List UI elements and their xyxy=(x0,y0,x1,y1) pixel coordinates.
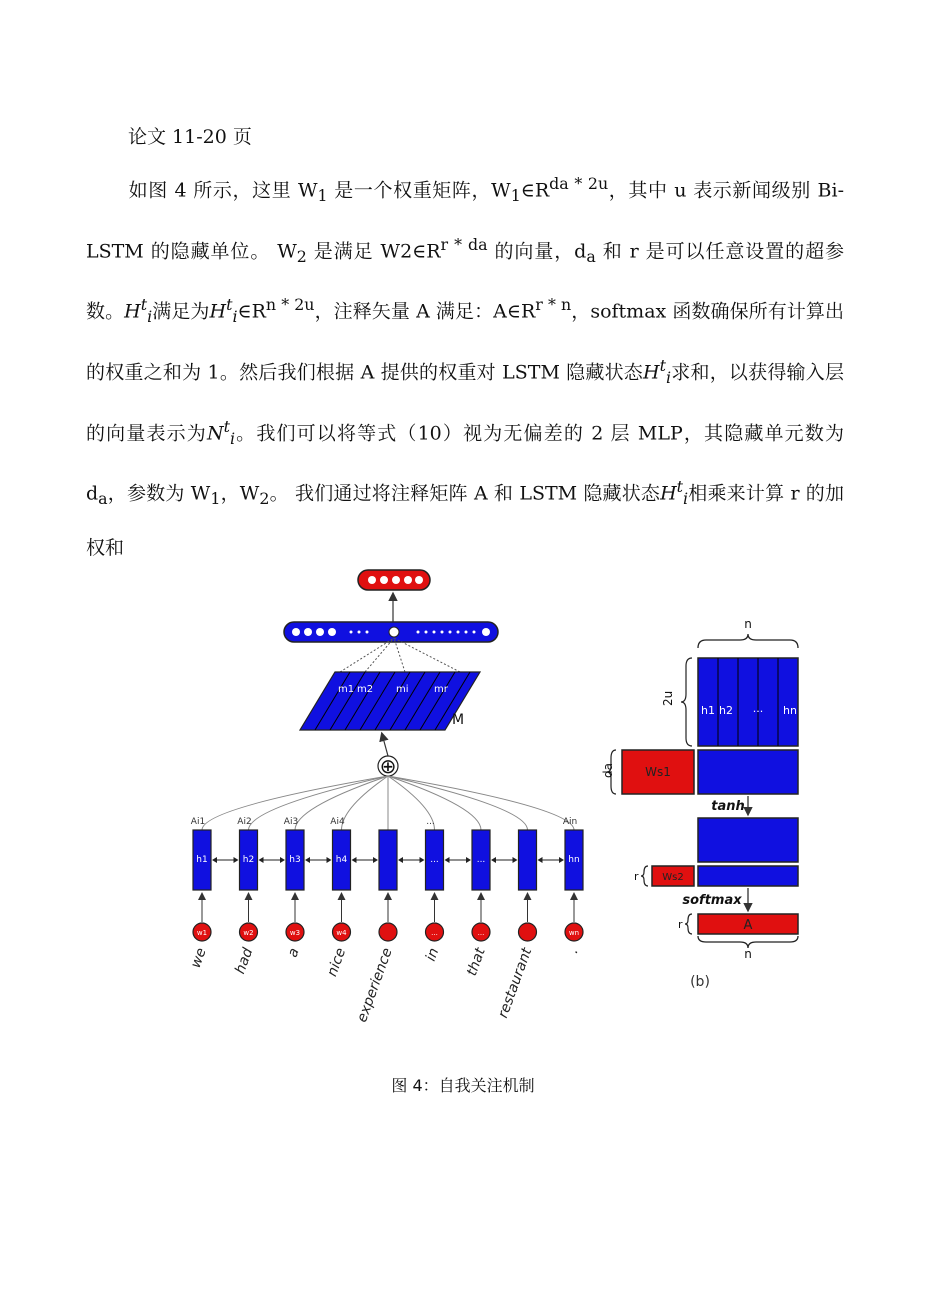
matrix-name: M xyxy=(452,712,465,728)
input-word: experience xyxy=(354,945,396,1025)
input-word: a xyxy=(284,945,303,960)
input-node xyxy=(519,923,537,941)
attention-weight-label: Ain xyxy=(562,817,578,827)
attention-weight-label: Ai4 xyxy=(330,817,345,827)
page-heading: 论文 11-20 页 xyxy=(128,126,252,148)
panel-b-dots: ... xyxy=(752,702,764,715)
panel-b-da: da xyxy=(601,763,615,778)
panel-b-ws2: Ws2 xyxy=(662,872,684,883)
input-word: had xyxy=(232,945,257,977)
panel-b-r2: r xyxy=(678,918,683,931)
matrix-label: mr xyxy=(434,684,448,695)
panel-b-2u: 2u xyxy=(661,690,675,706)
panel-b xyxy=(601,617,798,990)
attention-edge xyxy=(249,776,389,830)
input-node-label: w4 xyxy=(336,929,347,937)
input-node-label: wn xyxy=(568,929,580,937)
attention-weight-label: Ai3 xyxy=(283,817,299,827)
math-H: H xyxy=(124,300,141,323)
input-node-label: w1 xyxy=(196,929,208,937)
panel-b-label: (b) xyxy=(690,974,710,990)
output-vector xyxy=(358,570,430,590)
lstm-cell-label: h4 xyxy=(335,855,348,865)
matrix-label: m2 xyxy=(357,684,374,695)
panel-b-n-bottom: n xyxy=(744,947,752,961)
matrix-m xyxy=(300,672,480,730)
panel-b-A: A xyxy=(743,918,753,933)
panel-b-hn: hn xyxy=(783,704,797,717)
math-H: H xyxy=(643,361,660,384)
body-paragraph: 如图 4 所示，这里 $W_1$ 是一个权重矩阵，$W_1\in R^{da * 2u}$，其中 u 表示新闻级别 Bi-LSTM 的隐藏单位。 $W_2$ 是满足 $W2\in R^{r * da}$ 的向量，$d_a$ 和 r 是可以任意设置的超参数。$H^t_i$满足为$H^t_i\in R^{n * 2u}$，注释矢量 A 满足：$A\in R^{r * n}$，softmax 函数确保所有计算出的权重之和为 1。然后我们根据 A 提供的权重对 LSTM 隐藏状态$H^t_i$求和，以获得输入层的向量表示为$N^t_i$。我们可以将等式（10）视为无偏差的 2 层 MLP，其隐藏单元数为 $d_a$，参数为 $W_1$，$W_2$。 我们通过将注释矩阵 A 和 LSTM 隐藏状态$H^t_i$相乘来计算 r 的加权和 xyxy=(86,174,844,559)
input-word: nice xyxy=(324,945,350,979)
lstm-cell-label: h1 xyxy=(196,855,208,865)
input-node-label: w3 xyxy=(289,929,301,937)
input-node-label: ... xyxy=(431,929,438,937)
panel-b-r1: r xyxy=(634,870,639,883)
self-attention-figure xyxy=(160,560,820,1040)
oplus-symbol: ⊕ xyxy=(379,754,397,778)
attention-edge xyxy=(388,776,528,830)
lstm-cell-label: h3 xyxy=(289,855,301,865)
figure-caption: 图 4：自我关注机制 xyxy=(391,1076,535,1095)
lstm-cell xyxy=(519,830,537,890)
input-node-label: ... xyxy=(477,929,485,937)
attention-weight-label: ... xyxy=(426,817,435,827)
input-word: in xyxy=(422,945,443,964)
input-word: that xyxy=(463,945,489,979)
math-H: H xyxy=(209,300,227,323)
panel-b-h1: h1 xyxy=(701,704,715,717)
input-node xyxy=(379,923,397,941)
matrix-label: mi xyxy=(396,684,409,695)
input-word: restaurant xyxy=(495,945,536,1021)
lstm-cell xyxy=(379,830,397,890)
lstm-cell-label: h2 xyxy=(242,855,255,865)
panel-b-ws1: Ws1 xyxy=(645,765,671,779)
attention-edge xyxy=(388,776,574,830)
math-H: H xyxy=(660,482,677,505)
input-word: we xyxy=(187,945,210,971)
panel-b-softmax: softmax xyxy=(682,893,742,908)
matrix-label: m1 xyxy=(338,684,355,695)
panel-b-tanh: tanh xyxy=(711,799,745,814)
panel-b-h2: h2 xyxy=(719,704,733,717)
input-node-label: w2 xyxy=(243,929,254,937)
input-word: . xyxy=(565,945,582,956)
math-N: N xyxy=(206,421,224,444)
lstm-cell-label: ... xyxy=(430,855,439,865)
attention-weight-label: Ai2 xyxy=(237,817,252,827)
panel-b-n-top: n xyxy=(744,617,752,631)
lstm-layer xyxy=(188,776,583,1025)
pooled-vector xyxy=(284,622,498,642)
attention-weight-label: Ai1 xyxy=(190,817,206,827)
lstm-cell-label: ... xyxy=(476,855,486,865)
lstm-cell-label: hn xyxy=(568,855,580,865)
